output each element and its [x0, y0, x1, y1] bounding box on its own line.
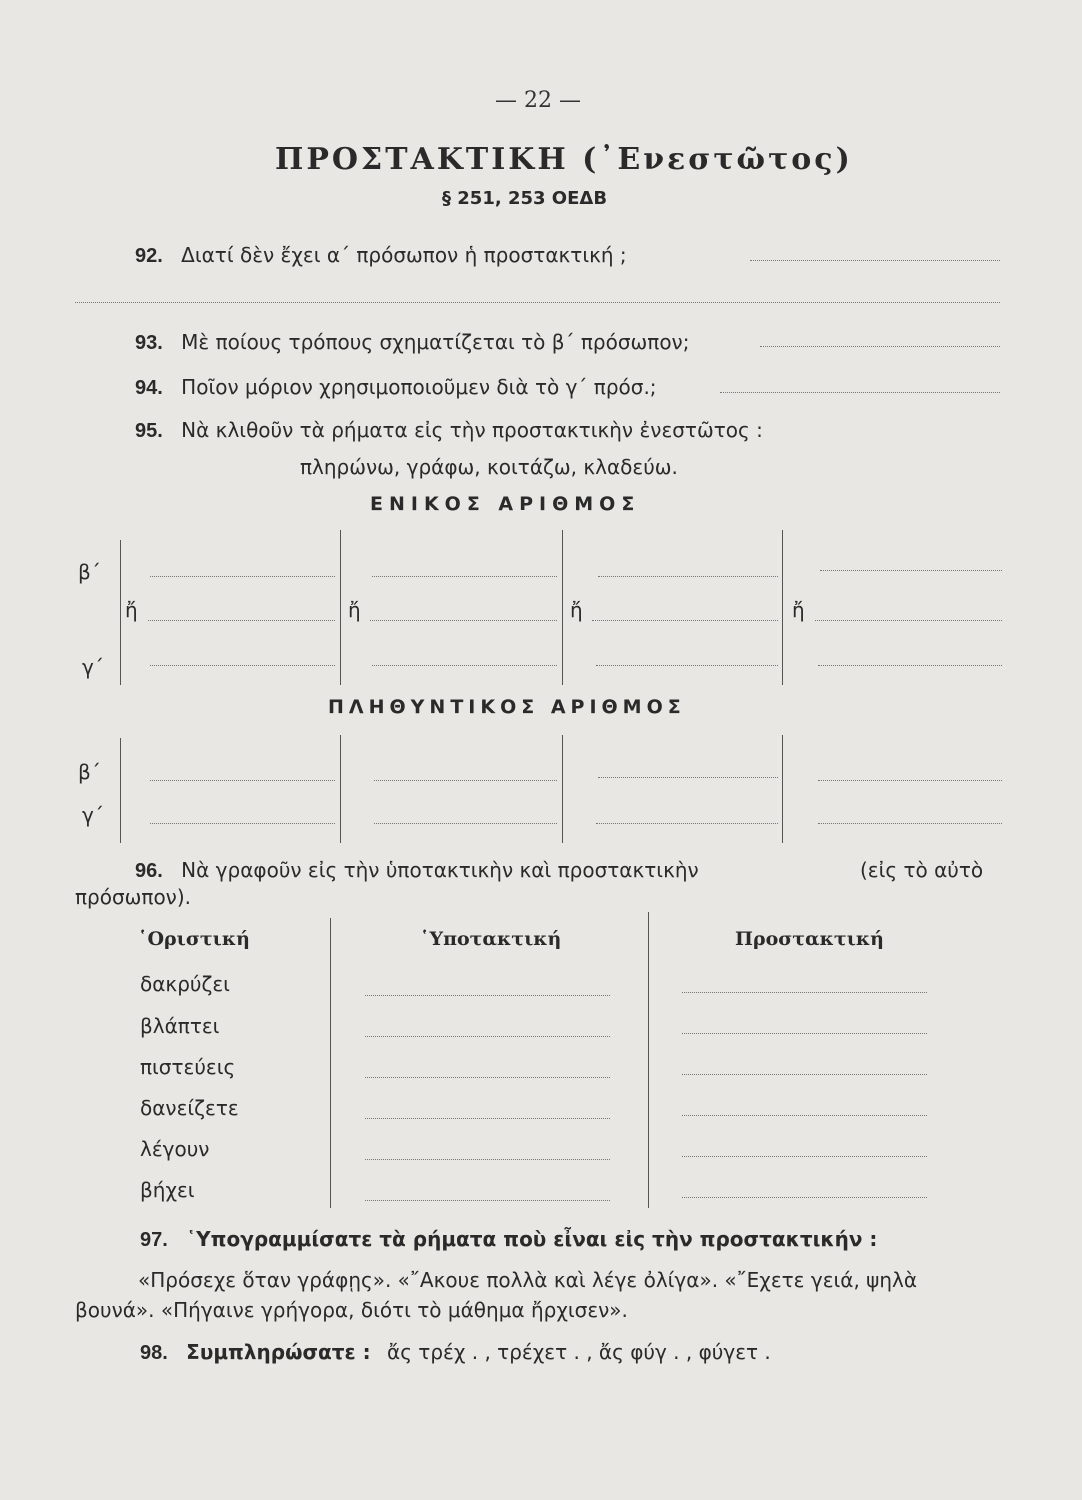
- answer-line[interactable]: [598, 576, 778, 577]
- grammar-reference: § 251, 253 ΟΕΔΒ: [442, 188, 608, 209]
- question-text: Διατί δὲν ἔχει α΄ πρόσωπον ἡ προστακτική ;: [181, 243, 627, 267]
- question-92: [135, 243, 627, 268]
- plural-heading: ΠΛΗΘΥΝΤΙΚΟΣ ΑΡΙΘΜΟΣ: [328, 696, 686, 718]
- answer-line[interactable]: [818, 823, 1002, 824]
- answer-line[interactable]: [75, 302, 1000, 303]
- answer-line[interactable]: [818, 665, 1002, 666]
- answer-line[interactable]: [150, 780, 335, 781]
- answer-line[interactable]: [815, 620, 1002, 621]
- question-number: 95.: [135, 420, 163, 442]
- answer-line[interactable]: [682, 1156, 927, 1157]
- answer-line[interactable]: [372, 665, 557, 666]
- answer-line[interactable]: [682, 1197, 927, 1198]
- table-row-verb: λέγουν: [140, 1137, 210, 1161]
- answer-line[interactable]: [682, 1074, 927, 1075]
- answer-line[interactable]: [598, 777, 778, 778]
- table-row-verb: βήχει: [140, 1178, 195, 1202]
- question-number: 96.: [135, 860, 163, 882]
- answer-line[interactable]: [365, 1159, 610, 1160]
- exercise-text-line: βουνά». «Πήγαινε γρήγορα, διότι τὸ μάθημα ἤρχισεν».: [75, 1298, 628, 1322]
- answer-line[interactable]: [150, 576, 335, 577]
- question-text: Μὲ ποίους τρόπους σχηματίζεται τὸ β΄ πρόσωπον;: [181, 330, 690, 354]
- question-text-continuation: πρόσωπον).: [75, 885, 192, 909]
- answer-line[interactable]: [150, 823, 335, 824]
- answer-line[interactable]: [365, 1077, 610, 1078]
- answer-line[interactable]: [592, 620, 778, 621]
- person-label-g: γ΄: [82, 655, 104, 679]
- answer-line[interactable]: [596, 665, 778, 666]
- answer-line[interactable]: [760, 346, 1000, 347]
- answer-line[interactable]: [720, 392, 1000, 393]
- answer-line[interactable]: [150, 665, 335, 666]
- answer-line[interactable]: [682, 1115, 927, 1116]
- question-label: Συμπληρώσατε :: [186, 1340, 371, 1364]
- answer-line[interactable]: [372, 576, 557, 577]
- question-number: 97.: [140, 1229, 168, 1251]
- page-title: ΠΡΟΣΤΑΚΤΙΚΗ (᾿Ενεστῶτος): [275, 142, 853, 177]
- verb-list: πληρώνω, γράφω, κοιτάζω, κλαδεύω.: [300, 455, 678, 479]
- question-text: Νὰ κλιθοῦν τὰ ρήματα εἰς τὴν προστακτικὴν ἐνεστῶτος :: [181, 418, 763, 442]
- column-header: ῾Οριστική: [138, 928, 250, 950]
- answer-line[interactable]: [820, 570, 1002, 571]
- question-number: 98.: [140, 1342, 168, 1364]
- question-text: Ποῖον μόριον χρησιμοποιοῦμεν διὰ τὸ γ΄ πρόσ.;: [181, 375, 657, 399]
- answer-line[interactable]: [374, 780, 557, 781]
- answer-line[interactable]: [682, 992, 927, 993]
- answer-line[interactable]: [750, 260, 1000, 261]
- question-93: [135, 330, 689, 355]
- table-row-verb: δανείζετε: [140, 1096, 239, 1120]
- question-97: [140, 1227, 877, 1252]
- answer-line[interactable]: [365, 1118, 610, 1119]
- person-label-b: β΄: [78, 760, 101, 784]
- or-label: ἤ: [792, 598, 805, 622]
- column-header: Προστακτική: [735, 928, 884, 950]
- question-text-end: (εἰς τὸ αὐτὸ: [860, 858, 984, 882]
- question-95: [135, 418, 763, 443]
- question-96: [135, 858, 699, 883]
- or-label: ἤ: [570, 598, 583, 622]
- answer-line[interactable]: [365, 1036, 610, 1037]
- question-number: 92.: [135, 245, 163, 267]
- question-number: 94.: [135, 377, 163, 399]
- or-label: ἤ: [125, 598, 138, 622]
- answer-line[interactable]: [148, 620, 335, 621]
- answer-line[interactable]: [374, 823, 557, 824]
- question-text: ἄς τρέχ . , τρέχετ . , ἄς φύγ . , φύγετ .: [387, 1340, 771, 1364]
- page-number: — 22 —: [495, 88, 581, 113]
- answer-line[interactable]: [370, 620, 557, 621]
- question-94: [135, 375, 657, 400]
- person-label-g: γ΄: [82, 803, 104, 827]
- exercise-text-line: «Πρόσεχε ὅταν γράφῃς». «῎Ακουε πολλὰ καὶ λέγε ὀλίγα». «῎Εχετε γειά, ψηλὰ: [138, 1268, 918, 1292]
- answer-line[interactable]: [596, 823, 778, 824]
- question-number: 93.: [135, 332, 163, 354]
- answer-line[interactable]: [365, 1200, 610, 1201]
- question-text: ῾Υπογραμμίσατε τὰ ρήματα ποὺ εἶναι εἰς τὴν προστακτικήν :: [186, 1227, 878, 1251]
- table-row-verb: δακρύζει: [140, 972, 230, 996]
- singular-heading: ΕΝΙΚΟΣ ΑΡΙΘΜΟΣ: [370, 493, 641, 515]
- answer-line[interactable]: [682, 1033, 927, 1034]
- column-header: ῾Υποτακτική: [420, 928, 562, 950]
- or-label: ἤ: [348, 598, 361, 622]
- person-label-b: β΄: [78, 560, 101, 584]
- answer-line[interactable]: [818, 780, 1002, 781]
- table-row-verb: βλάπτει: [140, 1014, 220, 1038]
- answer-line[interactable]: [365, 995, 610, 996]
- question-98: [140, 1340, 771, 1365]
- question-text: Νὰ γραφοῦν εἰς τὴν ὑποτακτικὴν καὶ προστακτικὴν: [181, 858, 699, 882]
- table-row-verb: πιστεύεις: [140, 1055, 236, 1079]
